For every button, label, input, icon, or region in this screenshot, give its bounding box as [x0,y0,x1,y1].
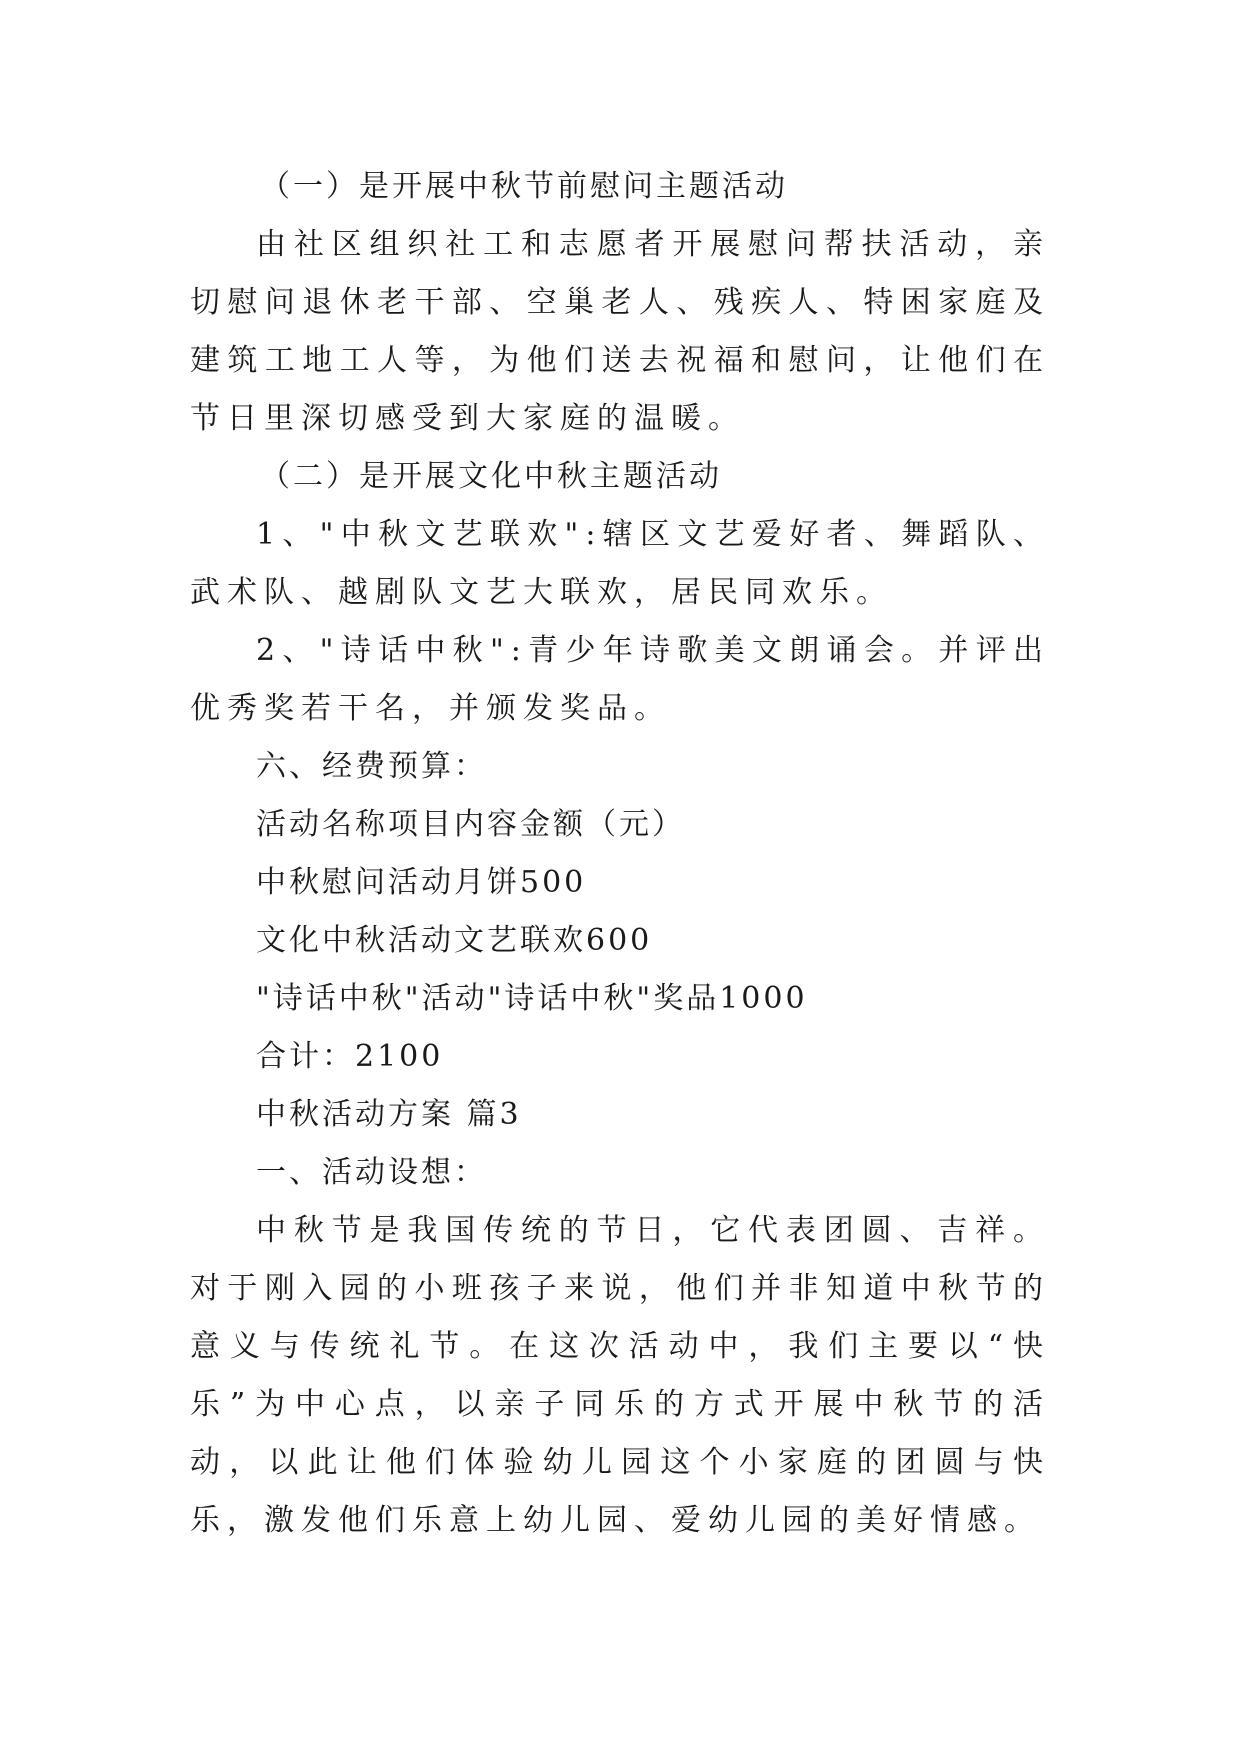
paragraph-item-1: 1、"中秋文艺联欢":辖区文艺爱好者、舞蹈队、武术队、越剧队文艺大联欢，居民同欢乐。 [190,517,1050,610]
budget-row: "诗话中秋"活动"诗话中秋"奖品1000 [256,981,808,1016]
paragraph-item-2: 2、"诗话中秋":青少年诗歌美文朗诵会。并评出优秀奖若干名，并颁发奖品。 [190,633,1050,726]
budget-row: 文化中秋活动文艺联欢600 [256,923,653,958]
budget-header-row: 活动名称项目内容金额（元） [256,807,685,842]
heading-section-1: （一）是开展中秋节前慰问主题活动 [260,169,788,204]
document-page [190,158,1050,1550]
section-heading-idea: 一、活动设想： [256,1155,487,1190]
paragraph-consolation: 由社区组织社工和志愿者开展慰问帮扶活动，亲切慰问退休老干部、空巢老人、残疾人、特困家庭及建筑工地工人等，为他们送去祝福和慰问，让他们在节日里深切感受到大家庭的温暖。 [190,227,1050,436]
budget-row: 中秋慰问活动月饼500 [256,865,587,900]
budget-heading: 六、经费预算： [256,749,487,784]
budget-total: 合计：2100 [256,1039,444,1074]
plan-title: 中秋活动方案 篇3 [256,1097,522,1132]
heading-section-2: （二）是开展文化中秋主题活动 [260,459,722,494]
paragraph-idea: 中秋节是我国传统的节日，它代表团圆、吉祥。对于刚入园的小班孩子来说，他们并非知道中秋节的意义与传统礼节。在这次活动中，我们主要以“快乐”为中心点，以亲子同乐的方式开展中秋节的活动，以此让他们体验幼儿园这个小家庭的团圆与快乐，激发他们乐意上幼儿园、爱幼儿园的美好情感。 [190,1213,1050,1538]
